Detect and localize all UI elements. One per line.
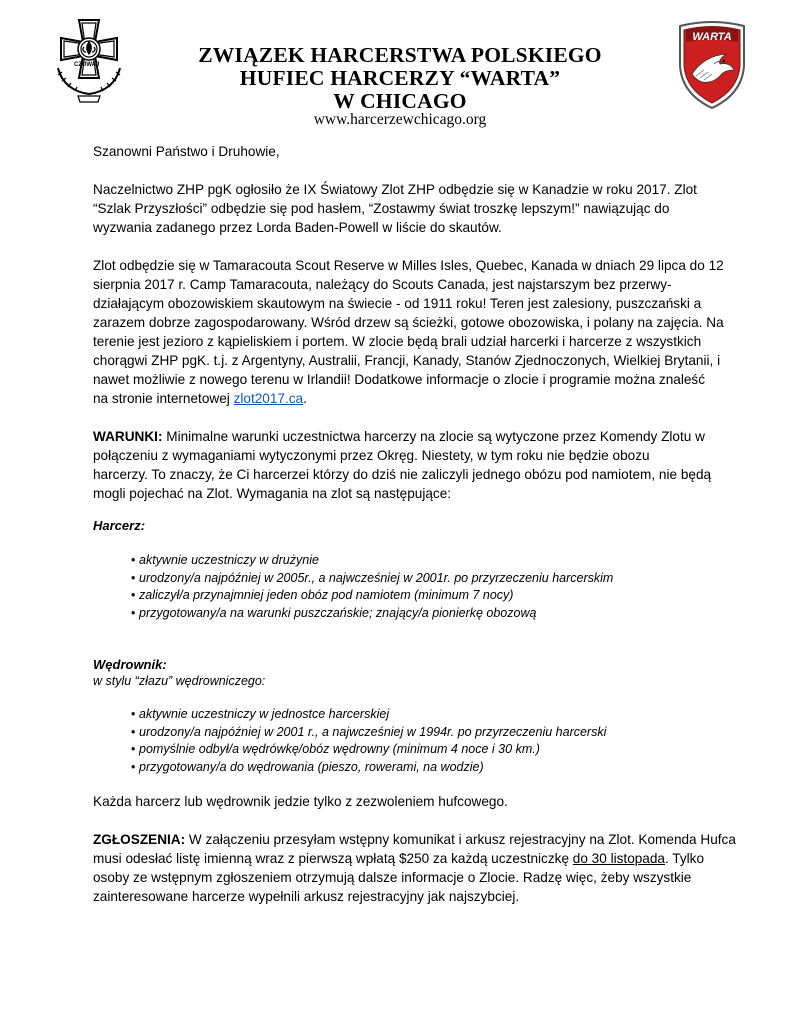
org-name-line2: HUFIEC HARCERZY “WARTA” [239,66,561,90]
deadline-date: do 30 listopada [572,851,665,866]
letter-body [93,142,736,906]
harcerz-title: Harcerz: [93,518,146,533]
website-url[interactable]: www.harcerzewchicago.org [313,111,487,128]
list-item: • aktywnie uczestniczy w jednostce harcerskiej [131,707,390,721]
list-item: • aktywnie uczestniczy w drużynie [131,553,319,567]
paragraph-location: Zlot odbędzie się w Tamaracouta Scout Reserve w Milles Isles, Quebec, Kanada w dniach 29 lipca do 12 sierpnia 2017 r. Camp Tamaracouta, należący do Scouts Canada, jest najstarszym bez przerwy- działającym obozowiskiem skautowym na świecie - od 1911 roku! Teren jest zalesiony, puszczański a zarazem dobrze zagospodarowany. Wśród drzew są ścieżki, gotowe obozowiska, i polany na zajęcia. Na terenie jest jezioro z kąpieliskiem i portem. W zlocie będą brali udział harcerki i harcerze z wszystkich chorągwi ZHP pgK. t.j. z Argentyny, Australii, Francji, Kanady, Stanów Zjednoczonych, Wielkiej Brytanii, i nawet możliwie z nowego terenu w Irlandii! Dodatkowe informacje o zlocie i programie można znaleść na stronie internetowej zlot2017.ca. [93,258,724,406]
list-item: • zaliczył/a przynajmniej jeden obóz pod namiotem (minimum 7 nocy) [131,588,514,602]
section-harcerz [93,517,713,622]
section-wedrownik [93,656,713,776]
paragraph-warunki: WARUNKI: Minimalne warunki uczestnictwa harcerzy na zlocie są wytyczone przez Komendy Zlotu w połączeniu z wymaganiami wytyczonymi przez Okręg. Niestety, w tym roku nie będzie obozu harcerzy. To znaczy, że Ci harcerzei którzy do dziś nie zaliczyli jednego obózu pod namiotem, nie będą mogli pojechać na Zlot. Wymagania na zlot są następujące: [93,429,712,501]
paragraph-intro: Naczelnictwo ZHP pgK ogłosiło że IX Światowy Zlot ZHP odbędzie się w Kanadzie w roku 2017. Zlot “Szlak Przyszłości” odbędzie się pod hasłem, “Zostawmy świat troszkę lepszym!” nawiązując do wyzwania zadanego przez Lorda Baden-Powell w liście do skautów. [93,182,697,235]
list-item: • urodzony/a najpóźniej w 2001 r., a najwcześniej w 1994r. po przyrzeczeniu harcerski [131,724,607,739]
harcerz-requirements-list [93,552,713,622]
paragraph-zgloszenia: ZGŁOSZENIA: W załączeniu przesyłam wstępny komunikat i arkusz rejestracyjny na Zlot. Komenda Hufca musi odesłać listę imienną wraz z pierwszą wpłatą $250 za każdą uczestniczkę do 30 listopada. Tylko osoby ze wstępnym zgłoszeniem otrzymują dalsze informacje o Zlocie. Radzę więc, żeby wszystkie zainteresowane harcerze wypełnili arkusz rejestracyjny jak najszybciej. [93,832,736,904]
svg-text:WARTA: WARTA [692,31,732,43]
list-item: • pomyślnie odbył/a wędrówkę/obóz wędrowny (minimum 4 noce i 30 km.) [131,742,540,756]
warta-shield-logo [674,20,750,112]
wedrownik-subtitle: w stylu “złazu” wędrowniczego: [93,674,266,688]
zlot-website-link[interactable]: zlot2017.ca [233,391,304,406]
warta-eagle-icon [674,20,750,112]
org-name-line3: W CHICAGO [333,89,467,113]
org-name-line1: ZWIĄZEK HARCERSTWA POLSKIEGO [198,43,602,67]
permission-note: Każda harcerz lub wędrownik jedzie tylko z zezwoleniem hufcowego. [93,794,508,809]
list-item: • przygotowany/a na warunki puszczańskie; znający/a pionierkę obozową [131,605,537,620]
zgloszenia-label: ZGŁOSZENIA: [93,832,186,847]
list-item: • przygotowany/a do wędrowania (pieszo, rowerami, na wodzie) [131,759,484,774]
svg-text:CZUWAJ: CZUWAJ [74,62,100,68]
greeting: Szanowni Państwo i Druhowie, [93,144,280,159]
list-item: • urodzony/a najpóźniej w 2005r., a najwcześniej w 2001r. po przyrzeczeniu harcerskim [131,570,614,585]
wedrownik-title: Wędrownik: [93,657,167,672]
warunki-label: WARUNKI: [93,429,163,444]
wedrownik-requirements-list [93,706,713,776]
cross-icon [48,16,130,108]
harcerski-cross-logo [48,16,130,108]
